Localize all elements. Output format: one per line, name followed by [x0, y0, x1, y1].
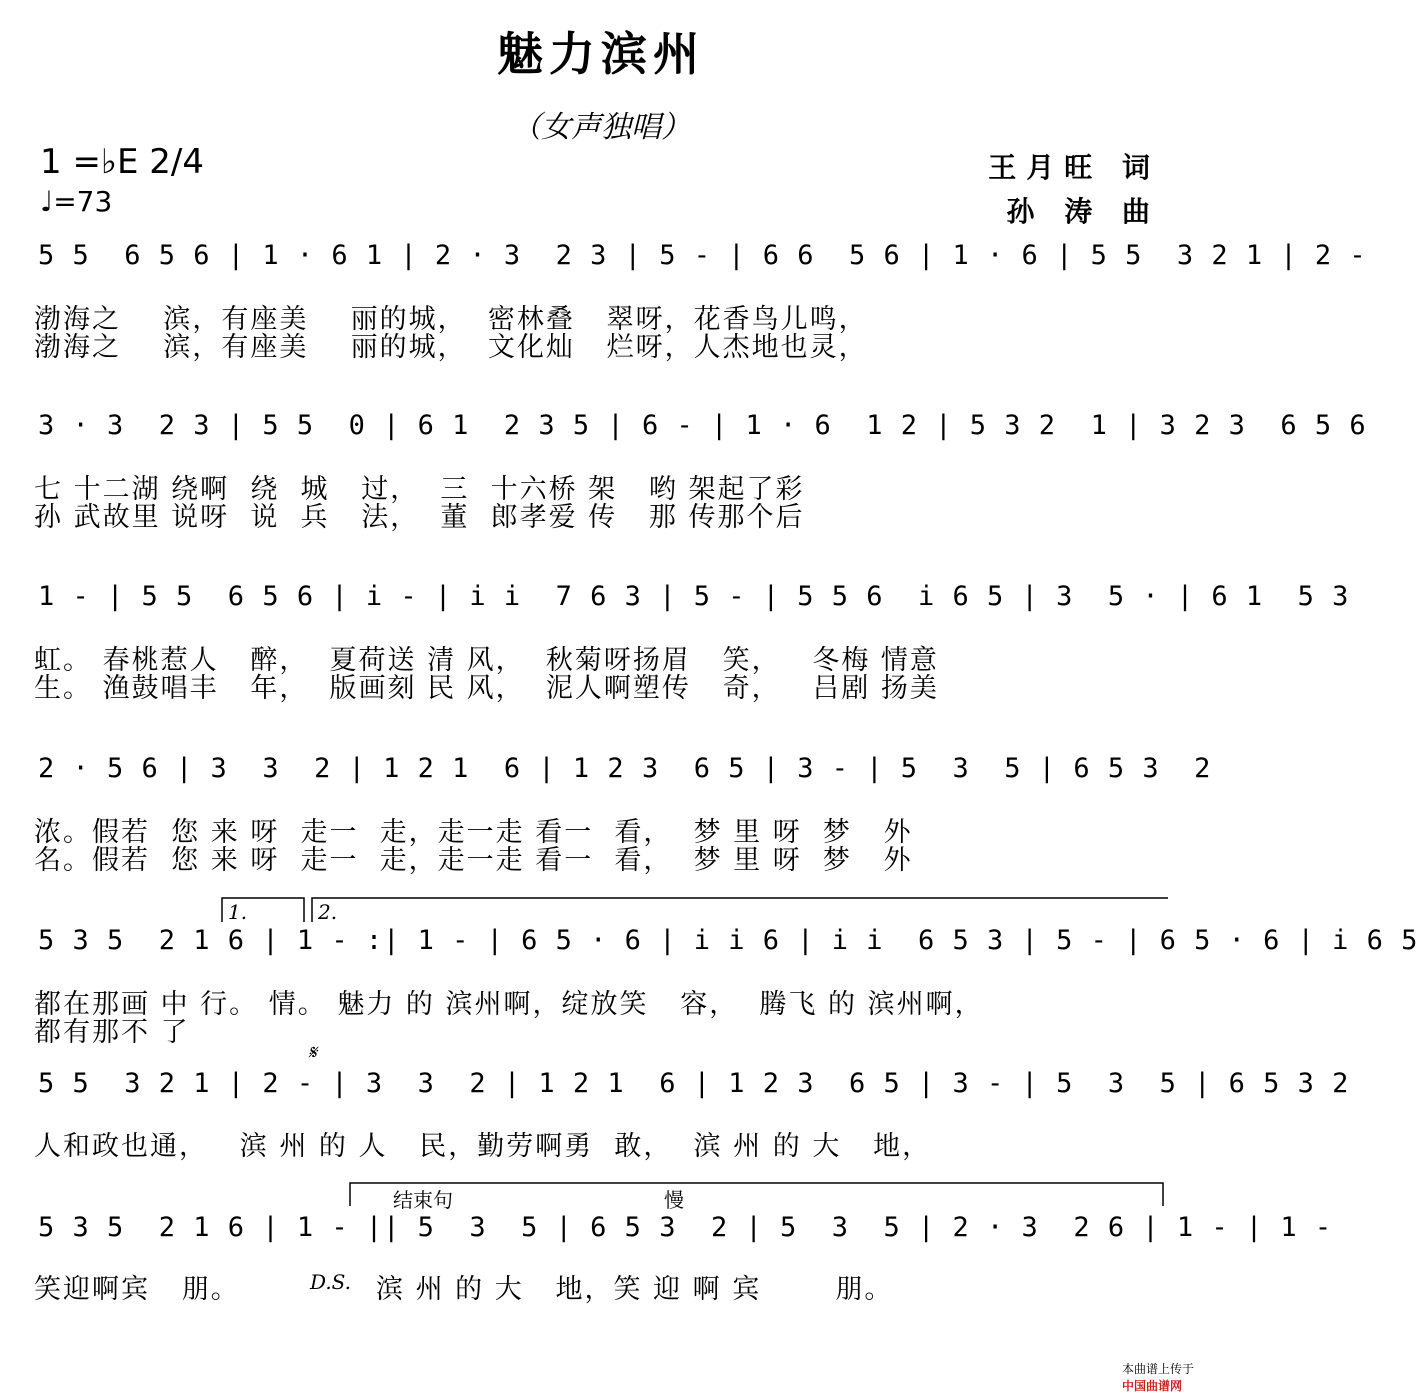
volta-1-label: 1.	[228, 900, 248, 924]
song-title: 魅力滨州	[497, 27, 705, 81]
footer-credit	[1114, 1346, 1194, 1394]
lyric-line-7-b: 滨 州 的 大 地，笑 迎 啊 宾 朋。	[376, 1274, 894, 1305]
lyric-line-6: 人和政也通， 滨 州 的 人 民，勤劳啊勇 敢， 滨 州 的 大 地，	[34, 1131, 932, 1162]
volta-1-bracket	[222, 898, 304, 922]
lyric-line-1-verse-2: 渤海之 滨，有座美 丽的城， 文化灿 烂呀，人杰地也灵，	[34, 332, 868, 363]
lyric-line-4-verse-2: 名。假若 您 来 呀 走一 走，走一走 看一 看， 梦 里 呀 梦 外	[34, 845, 913, 876]
composer-credit: 孙 涛 曲	[1006, 195, 1160, 228]
lyric-line-2-verse-2: 孙 武故里 说呀 说 兵 法， 董 郎孝爱 传 那 传那个后	[34, 502, 805, 533]
notation-line-7: 5 3 5 2 1 6 | 1 - || 5 3 5 | 6 5 3 2 | 5 3 5 | 2 · 3 2 6 | 1 - | 1 -	[38, 1212, 1333, 1243]
volta-2-bracket	[312, 898, 1168, 922]
notation-line-3: 1 - | 5 5 6 5 6 | i - | i i 7 6 3 | 5 - | 5 5 6 i 6 5 | 3 5 · | 6 1 5 3	[38, 581, 1350, 612]
ds-marking: D.S.	[310, 1270, 352, 1294]
lyric-line-1-verse-1: 渤海之 滨，有座美 丽的城， 密林叠 翠呀，花香鸟儿鸣，	[34, 304, 868, 335]
segno-sign: 𝄋	[308, 1040, 317, 1064]
footer-text: 本曲谱上传于	[1121, 1362, 1194, 1376]
notation-line-2: 3 · 3 2 3 | 5 5 0 | 6 1 2 3 5 | 6 - | 1 · 6 1 2 | 5 3 2 1 | 3 2 3 6 5 6	[38, 410, 1367, 441]
lyric-line-4-verse-1: 浓。假若 您 来 呀 走一 走，走一走 看一 看， 梦 里 呀 梦 外	[34, 817, 913, 848]
site-logo[interactable]: 中国曲谱网	[1121, 1379, 1182, 1393]
lyric-line-5-verse-2: 都有那不 了	[34, 1017, 190, 1048]
tempo-marking: ♩=73	[40, 185, 113, 218]
lyricist-credit: 王月旺 词	[988, 151, 1160, 184]
lyric-line-3-verse-1: 虹。 春桃惹人 醉， 夏荷送 清 风， 秋菊呀扬眉 笑， 冬梅 情意	[34, 645, 939, 676]
coda-bracket	[350, 1183, 1163, 1206]
volta-2-label: 2.	[318, 900, 338, 924]
coda-label: 结束句	[393, 1188, 453, 1212]
slow-tempo-mark: 慢	[664, 1188, 684, 1212]
notation-line-1: 5 5 6 5 6 | 1 · 6 1 | 2 · 3 2 3 | 5 - | 6 6 5 6 | 1 · 6 | 5 5 3 2 1 | 2 -	[38, 240, 1367, 271]
notation-line-6: 5 5 3 2 1 | 2 - | 3 3 2 | 1 2 1 6 | 1 2 3 6 5 | 3 - | 5 3 5 | 6 5 3 2	[38, 1068, 1350, 1099]
key-signature: 1 =♭E 2/4	[40, 142, 204, 182]
notation-line-5: 5 3 5 2 1 6 | 1 - :| 1 - | 6 5 · 6 | i i 6 | i i 6 5 3 | 5 - | 6 5 · 6 | i 6 5	[38, 925, 1418, 956]
notation-line-4: 2 · 5 6 | 3 3 2 | 1 2 1 6 | 1 2 3 6 5 | 3 - | 5 3 5 | 6 5 3 2	[38, 753, 1212, 784]
lyric-line-2-verse-1: 七 十二湖 绕啊 绕 城 过， 三 十六桥 架 哟 架起了彩	[34, 474, 805, 505]
lyric-line-5-verse-1: 都在那画 中 行。 情。 魅力 的 滨州啊，绽放笑 容， 腾飞 的 滨州啊，	[34, 989, 984, 1020]
song-subtitle: （女声独唱）	[511, 110, 691, 145]
lyric-line-7-a: 笑迎啊宾 朋。	[34, 1274, 240, 1305]
lyric-line-3-verse-2: 生。 渔鼓唱丰 年， 版画刻 民 风， 泥人啊塑传 奇， 吕剧 扬美	[34, 673, 939, 704]
